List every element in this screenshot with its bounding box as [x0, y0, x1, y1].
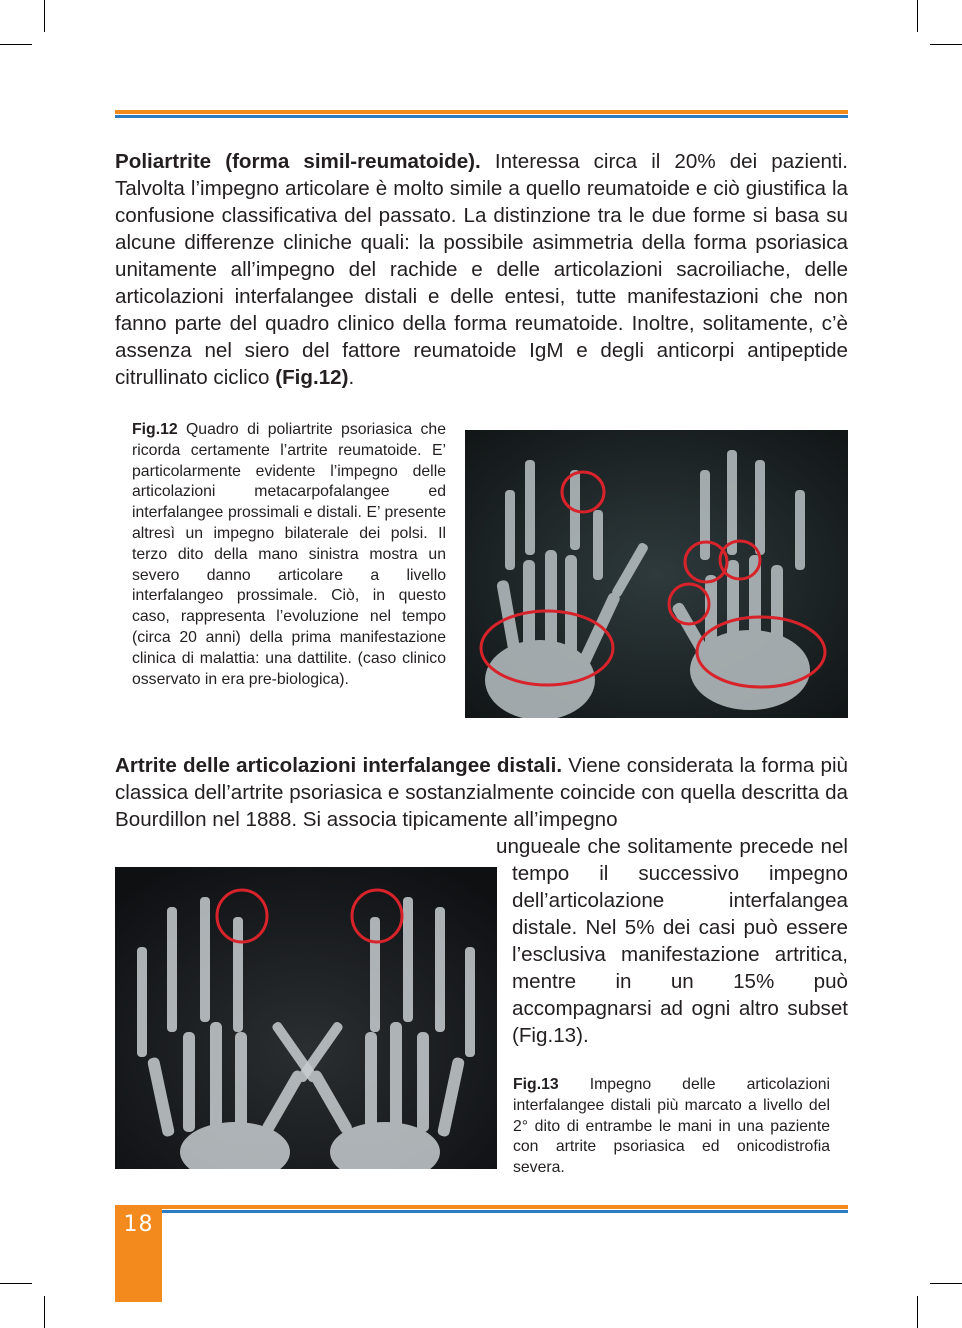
crop-mark [44, 0, 45, 32]
section-heading: Artrite delle articolazioni interfalangee distali. [115, 754, 563, 777]
crop-mark [917, 1296, 918, 1328]
fig13-caption [513, 1075, 830, 1179]
fig12-caption [132, 420, 446, 690]
caption-text: Quadro di poliartrite psoriasica che ricorda certamente l’artrite reumatoide. E’ particolarmente evidente l’impegno delle articolazioni metacarpofalangee ed interfalangee prossimali e distali. E’ presente altresì un impegno bilaterale dei polsi. Il terzo dito della mano sinistra mostra un severo danno articolare a livello interfalangeo prossimale. Ciò, in questo caso, rappresenta l’evoluzione nel tempo (circa 20 anni) della prima manifestazione clinica di malattia: una dattilite. (caso clinico osservato in era pre-biologica). [132, 421, 446, 688]
crop-mark [930, 44, 962, 45]
crop-mark [930, 1283, 962, 1284]
paragraph-poliartrite [115, 148, 848, 391]
page-number: 18 [123, 1212, 154, 1237]
paragraph-text: Viene considerata la forma più classica dell’artrite psoriasica e sostanzialmente coincide con quella descritta da Bourdillon nel 1888. Si associa tipicamente all’impegno [115, 754, 848, 831]
paragraph-text: Interessa circa il 20% dei pazienti. Talvolta l’impegno articolare è molto simile a quello reumatoide e ciò giustifica la confusione classificativa del passato. La distinzione tra le due forme si basa su alcune differenze cliniche quali: la possibile asimmetria della forma psoriasica unitamente all’impegno del rachide e delle articolazioni sacroiliache, delle articolazioni interfalangee distali e delle entesi, tutte manifestazioni che non fanno parte del quadro clinico della forma reumatoide. Inoltre, solitamente, c’è assenza nel siero del fattore reumatoide IgM e degli anticorpi antipeptide citrullinato ciclico [115, 150, 848, 389]
crop-mark [917, 0, 918, 32]
crop-mark [0, 44, 32, 45]
footer-rule [115, 1205, 848, 1213]
paragraph-text: ungueale che solitamente precede nel tempo il successivo impegno dell’articolazione interfalangea distale. Nel 5% dei casi può essere l’esclusiva manifestazione artritica, mentre in un 15% può accompagnarsi ad ogni altro subset (Fig.13). [496, 835, 848, 1047]
figure-label: Fig.12 [132, 421, 178, 438]
figure-reference: (Fig.12) [275, 366, 349, 389]
section-heading: Poliartrite (forma simil-reumatoide). [115, 150, 481, 173]
header-rule [115, 110, 848, 118]
paragraph-artrite-idf-continued [496, 833, 848, 1049]
crop-mark [0, 1283, 32, 1284]
fig12-xray-image [465, 430, 848, 718]
figure-label: Fig.13 [513, 1076, 559, 1093]
caption-text: Impegno delle articolazioni interfalangee distali più marcato a livello del 2° dito di entrambe le mani in una paziente con artrite psoriasica ed onicodistrofia severa. [513, 1076, 830, 1177]
punctuation: . [348, 366, 355, 389]
paragraph-artrite-idf [115, 752, 848, 833]
fig13-xray-image [115, 867, 497, 1169]
crop-mark [44, 1296, 45, 1328]
